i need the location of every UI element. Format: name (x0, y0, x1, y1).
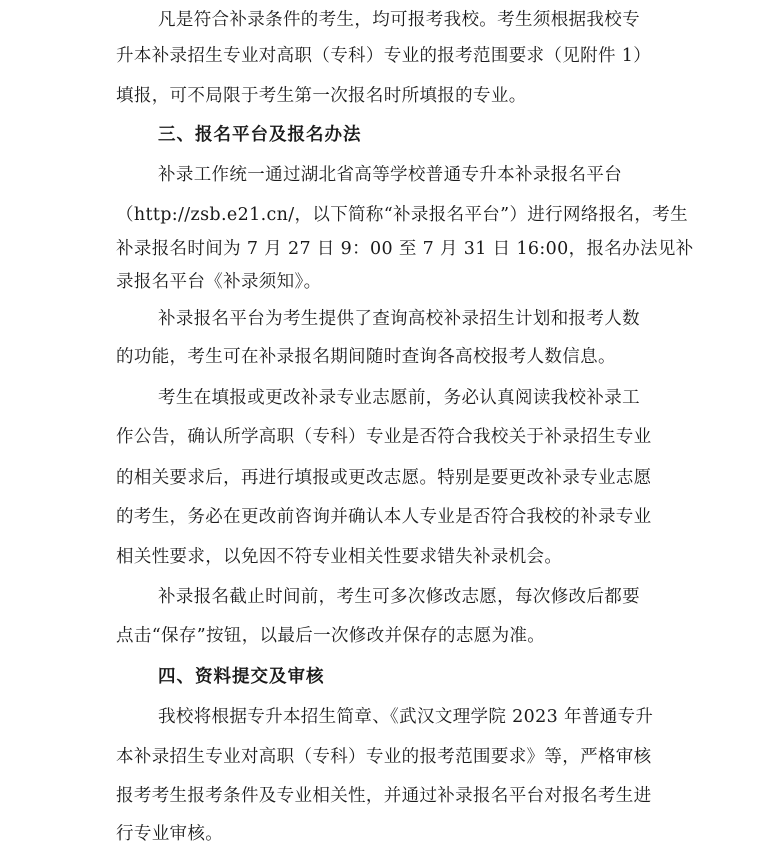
section-4-heading: 四、资料提交及审核 (158, 667, 325, 687)
paragraph-eligibility-line-3: 填报，可不局限于考生第一次报名时所填报的专业。 (116, 86, 527, 106)
section-3-p1-line-4: 录报名平台《补录须知》。 (116, 272, 322, 292)
section-3-p3-line-5: 相关性要求，以免因不符专业相关性要求错失补录机会。 (116, 547, 563, 567)
section-3-p1-line-2: （http://zsb.e21.cn/，以下简称“补录报名平台”）进行网络报名，考生 (116, 205, 688, 225)
section-3-p3-line-1: 考生在填报或更改补录专业志愿前，务必认真阅读我校补录工 (158, 388, 640, 408)
section-4-p1-line-4: 行专业审核。 (116, 824, 224, 844)
paragraph-eligibility-line-2: 升本补录招生专业对高职（专科）专业的报考范围要求（见附件 1） (116, 46, 652, 66)
paragraph-eligibility-line-1: 凡是符合补录条件的考生，均可报考我校。考生须根据我校专 (158, 10, 640, 30)
section-3-p2-line-2: 的功能，考生可在补录报名期间随时查询各高校报考人数信息。 (116, 347, 616, 367)
section-3-p3-line-2: 作公告，确认所学高职（专科）专业是否符合我校关于补录招生专业 (116, 427, 652, 447)
section-4-p1-line-3: 报考考生报考条件及专业相关性，并通过补录报名平台对报名考生进 (116, 786, 652, 806)
section-3-p1-line-1: 补录工作统一通过湖北省高等学校普通专升本补录报名平台 (158, 165, 623, 185)
section-3-p1-line-3: 补录报名时间为 7 月 27 日 9：00 至 7 月 31 日 16:00，报名办法见补 (116, 239, 694, 259)
section-3-heading: 三、报名平台及报名办法 (158, 125, 362, 145)
section-4-p1-line-2: 本补录招生专业对高职（专科）专业的报考范围要求》等，严格审核 (116, 747, 652, 767)
section-3-p2-line-1: 补录报名平台为考生提供了查询高校补录招生计划和报考人数 (158, 309, 640, 329)
section-4-p1-line-1: 我校将根据专升本招生简章、《武汉文理学院 2023 年普通专升 (158, 707, 654, 727)
section-3-p3-line-4: 的考生，务必在更改前咨询并确认本人专业是否符合我校的补录专业 (116, 507, 652, 527)
section-3-p3-line-3: 的相关要求后，再进行填报或更改志愿。特别是要更改补录专业志愿 (116, 468, 652, 488)
section-3-p4-line-1: 补录报名截止时间前，考生可多次修改志愿，每次修改后都要 (158, 587, 640, 607)
section-3-p4-line-2: 点击“保存”按钮，以最后一次修改并保存的志愿为准。 (116, 626, 546, 646)
